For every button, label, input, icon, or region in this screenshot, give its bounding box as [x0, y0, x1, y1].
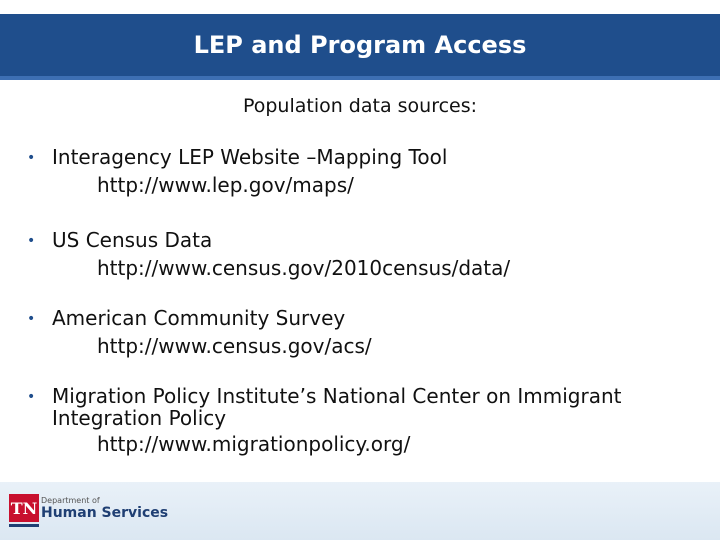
- bullet-icon: •: [27, 389, 36, 405]
- item-label: US Census Data: [52, 228, 213, 252]
- item-label: Migration Policy Institute’s National Center on Immigrant Integration Policy: [52, 384, 622, 430]
- tn-logo: TN: [9, 494, 39, 522]
- logo-underline: [9, 524, 39, 527]
- page-title: LEP and Program Access: [193, 31, 527, 59]
- item-label: American Community Survey: [52, 306, 346, 330]
- item-link[interactable]: http://www.census.gov/acs/: [97, 334, 372, 358]
- item-link[interactable]: http://www.census.gov/2010census/data/: [97, 256, 511, 280]
- item-link[interactable]: http://www.migrationpolicy.org/: [97, 432, 411, 456]
- item-label: Interagency LEP Website –Mapping Tool: [52, 145, 448, 169]
- department-logo-text: [41, 496, 168, 521]
- org-name: Human Services: [41, 505, 169, 521]
- item-link[interactable]: http://www.lep.gov/maps/: [97, 173, 354, 197]
- subtitle: Population data sources:: [242, 95, 478, 117]
- bullet-icon: •: [27, 150, 36, 166]
- dept-label: Department of: [41, 496, 100, 505]
- bullet-icon: •: [27, 311, 36, 327]
- title-bar: [0, 14, 720, 80]
- bullet-icon: •: [27, 233, 36, 249]
